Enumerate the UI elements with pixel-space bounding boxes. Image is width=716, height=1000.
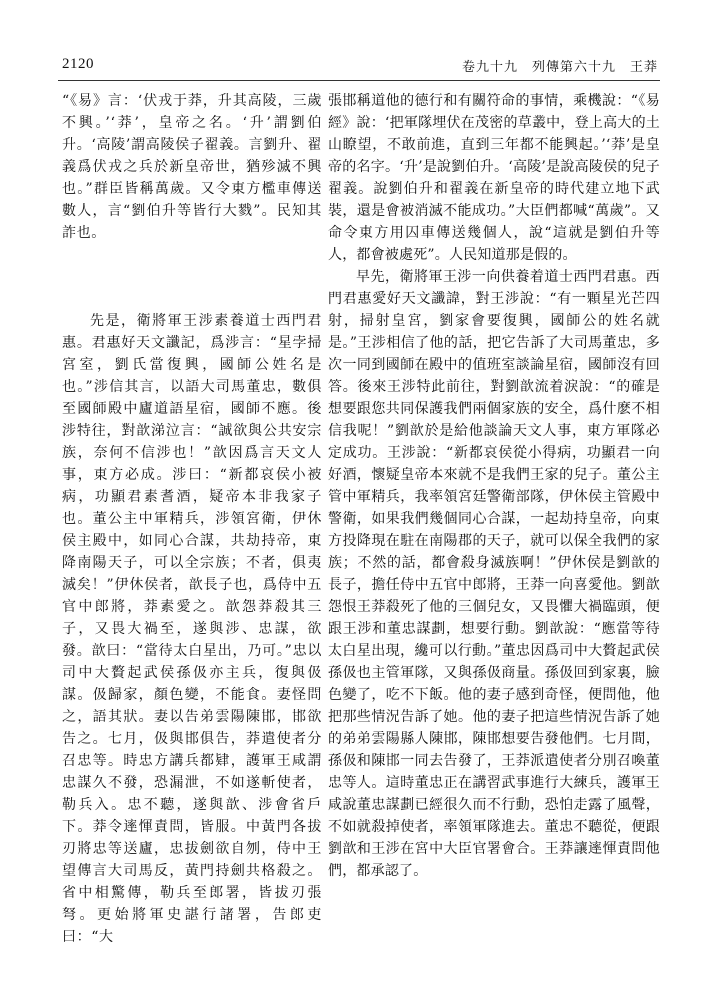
left-column-classical-text bbox=[62, 90, 322, 948]
left-paragraph-2: 先是，衛將軍王涉素養道士西門君惠。君惠好天文讖記，爲涉言：“星孛掃宮室，劉氏當復興，國師公姓名是也。”涉信其言，以語大司馬董忠，數俱至國師殿中廬道語星宿，國師不應。後涉特往，對歆涕泣言：“誠欲與公共安宗族，奈何不信涉也！”歆因爲言天文人事，東方必成。涉曰：“新都哀侯小被病，功顯君素耆酒，疑帝本非我家子也。董公主中軍精兵，涉領宮衛，伊休侯主殿中，如同心合謀，共劫持帝，東降南陽天子，可以全宗族；不者，俱夷滅矣！”伊休侯者，歆長子也，爲侍中五官中郎將，莽素愛之。歆怨莽殺其三子，又畏大禍至，遂與涉、忠謀，欲發。歆曰：“當待太白星出，乃可。”忠以司中大贅起武侯孫伋亦主兵，復與伋謀。伋歸家，顏色變，不能食。妻怪問之，語其狀。妻以告弟雲陽陳邯，邯欲告之。七月，伋與邯俱告，莽遣使者分召忠等。時忠方講兵都肄，護軍王咸謂忠謀久不發，恐漏泄，不如遂斬使者，勒兵入。忠不聽，遂與歆、涉會省戶下。莽令䢦惲責問，皆服。中黃門各拔刃將忠等送廬，忠拔劍欲自刎，侍中王望傳言大司馬反，黃門持劍共格殺之。省中相驚傳，勒兵至郎署，皆拔刃張弩。更始將軍史諶行諸署，告郎吏曰：“大 bbox=[62, 313, 322, 945]
paragraph-gap bbox=[62, 244, 322, 310]
right-column-translation bbox=[328, 90, 660, 882]
running-head: 卷九十九 列傳第六十九 王莽 bbox=[461, 60, 658, 75]
left-paragraph-1: “《易》言：‘伏戎于莽，升其高陵，三歲不興。’‘莽’，皇帝之名。‘升’謂劉伯升。‘高陵’謂高陵侯子翟義。言劉升、翟義爲伏戎之兵於新皇帝世，猶殄滅不興也。”群臣皆稱萬歲。又令東方檻車傳送數人，言“劉伯升等皆行大戮”。民知其詐也。 bbox=[62, 93, 322, 241]
header-rule bbox=[58, 80, 660, 81]
right-paragraph-2: 早先，衛將軍王涉一向供養着道士西門君惠。西門君惠愛好天文讖諱，對王涉說：“有一顆星光芒四射，掃射皇宮，劉家會要復興，國師公的姓名就是。”王涉相信了他的話，把它告訴了大司馬董忠，多次一同到國師在殿中的值班室談論星宿，國師沒有回答。後來王涉特此前往，對劉歆流着淚說：“的確是想要跟您共同保護我們兩個家族的安全，爲什麽不相信我呢！”劉歆於是給他談論天文人事，東方軍隊必定成功。王涉說：“新都哀侯從小得病，功顯君一向好酒，懷疑皇帝本來就不是我們王家的兒子。董公主管中軍精兵，我率領宮廷警衛部隊，伊休侯主管殿中警衛，如果我們幾個同心合謀，一起劫持皇帝，向東方投降現在駐在南陽郡的天子，就可以保全我們的家族；不然的話，都會殺身滅族啊！”伊休侯是劉歆的長子，擔任侍中五官中郎將，王莽一向喜愛他。劉歆怨恨王莽殺死了他的三個兒女，又畏懼大禍臨頭，便跟王涉和董忠謀劃，想要行動。劉歆說：“應當等待太白星出現，纔可以行動。”董忠因爲司中大贅起武侯孫伋也主管軍隊，又與孫伋商量。孫伋回到家裏，臉色變了，吃不下飯。他的妻子感到奇怪，便問他，他把那些情況告訴了她。他的妻子把這些情況告訴了她的弟弟雲陽縣人陳邯，陳邯想要告發他們。七月間，孫伋和陳邯一同去告發了，王莽派遣使者分別召喚董忠等人。這時董忠正在講習武事進行大練兵，護軍王咸說董忠謀劃已經很久而不行動，恐怕走露了風聲，不如就殺掉使者，率領軍隊進去。董忠不聽從，便跟劉歆和王涉在宮中大臣官署會合。王莽讓䢦惲責問他們，都承認了。 bbox=[328, 269, 660, 879]
right-paragraph-1: 張邯稱道他的德行和有關符命的事情，乘機說：“《易經》說：‘把軍隊埋伏在茂密的草叢中，登上高大的土山瞭望，不敢前進，直到三年都不能興起。’‘莽’是皇帝的名字。‘升’是說劉伯升。‘高陵’是說高陵侯的兒子翟義。說劉伯升和翟義在新皇帝的時代建立地下武裝，還是會被消滅不能成功。”大臣們都喊“萬歲”。又命令東方用囚車傳送幾個人，說“這就是劉伯升等人，都會被處死”。人民知道那是假的。 bbox=[328, 93, 660, 263]
page-header bbox=[62, 56, 658, 80]
page-number: 2120 bbox=[62, 56, 94, 72]
